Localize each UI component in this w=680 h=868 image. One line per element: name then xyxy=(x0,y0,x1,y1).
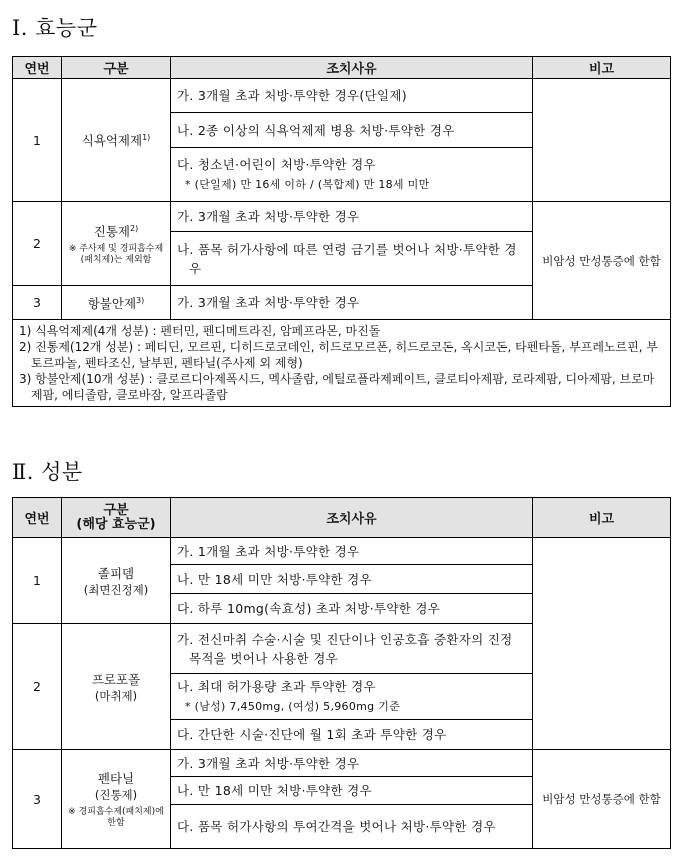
section2-title: Ⅱ. 성분 xyxy=(12,460,83,484)
efficacy-group-table xyxy=(12,56,671,407)
row-category xyxy=(62,750,171,849)
row-category xyxy=(62,79,171,202)
category-sub: (진통제) xyxy=(94,788,138,802)
row-no: 2 xyxy=(13,202,62,286)
header-remark: 비고 xyxy=(533,57,671,79)
header-reason: 조치사유 xyxy=(171,498,533,538)
footnote-ref: 1) xyxy=(142,132,151,142)
footnote-2: 2) 진통제(12개 성분) : 페티딘, 모르핀, 디히드로코데인, 히드로모르폰, 히드로코돈, 옥시코돈, 타펜타돌, 부프레노르핀, 부토르파놀, 펜타조신, 날부핀, 펜타닐(주사제 외 제형) xyxy=(19,340,658,370)
header-remark: 비고 xyxy=(533,498,671,538)
remark-cell: 비암성 만성통증에 한함 xyxy=(533,202,671,320)
reason-cell xyxy=(171,232,533,286)
table-header-row xyxy=(13,498,671,538)
row-category xyxy=(62,286,171,320)
category-label: 프로포폴 xyxy=(91,671,141,687)
footnote-ref: 2) xyxy=(130,223,139,233)
header-no: 연번 xyxy=(13,57,62,79)
category-sub: (최면진정제) xyxy=(83,582,149,597)
reason-cell: 가. 3개월 초과 처방·투약한 경우 xyxy=(171,750,533,777)
header-category: 구분 xyxy=(62,57,171,79)
header-reason: 조치사유 xyxy=(171,57,533,79)
reason-cell: 가. 3개월 초과 처방·투약한 경우 xyxy=(171,286,533,320)
ingredient-table xyxy=(12,497,671,849)
footnote-3: 3) 항불안제(10개 성분) : 클로르디아제폭시드, 멕사졸람, 에틸로플라제페이트, 클로티아제팜, 로라제팜, 디아제팜, 브로마제팜, 에티졸람, 클로바잠, 알프라졸람 xyxy=(19,372,655,402)
reason-cell: 다. 간단한 시술·진단에 월 1회 초과 투약한 경우 xyxy=(171,720,533,750)
category-note: ※ 주사제 및 경피흡수제(패치제)는 제외함 xyxy=(68,243,164,265)
category-label: 진통제 xyxy=(93,223,130,239)
footnote-1: 1) 식욕억제제(4개 성분) : 펜터민, 펜디메트라진, 암페프라몬, 마진돌 xyxy=(19,324,381,338)
reason-note: * (단일제) 만 16세 이하 / (복합제) 만 18세 미만 xyxy=(185,178,430,191)
category-label: 졸피뎀 xyxy=(97,565,135,581)
table-row xyxy=(13,538,671,565)
header-category xyxy=(62,498,171,538)
header-category-sub: (해당 효능군) xyxy=(76,516,156,532)
reason-cell xyxy=(171,148,533,202)
reason-cell: 나. 만 18세 미만 처방·투약한 경우 xyxy=(171,777,533,805)
category-label: 항불안제 xyxy=(87,295,137,311)
footnote-ref: 3) xyxy=(136,295,145,305)
footnotes xyxy=(13,320,671,407)
reason-cell: 가. 3개월 초과 처방·투약한 경우(단일제) xyxy=(171,79,533,113)
row-category xyxy=(62,624,171,750)
reason-cell: 가. 1개월 초과 처방·투약한 경우 xyxy=(171,538,533,565)
category-note: ※ 경피흡수제(패치제)에 한함 xyxy=(68,807,164,828)
reason-cell: 나. 만 18세 미만 처방·투약한 경우 xyxy=(171,565,533,594)
row-category xyxy=(62,202,171,286)
row-no: 1 xyxy=(13,79,62,202)
remark-cell xyxy=(533,79,671,202)
row-category xyxy=(62,538,171,624)
header-category-label: 구분 xyxy=(103,502,129,518)
remark-cell: 비암성 만성통증에 한함 xyxy=(533,750,671,849)
row-no: 2 xyxy=(13,624,62,750)
reason-text: 나. 최대 허가용량 초과 투약한 경우 xyxy=(177,679,376,694)
reason-cell xyxy=(171,674,533,720)
row-no: 3 xyxy=(13,750,62,849)
reason-note: * (남성) 7,450mg, (여성) 5,960mg 기준 xyxy=(185,700,401,713)
table-row xyxy=(13,202,671,232)
reason-text: 나. 품목 허가사항에 따른 연령 금기를 벗어나 처방·투약한 경우 xyxy=(177,241,517,276)
remark-cell xyxy=(533,538,671,750)
category-label: 펜타닐 xyxy=(97,771,135,786)
table-row xyxy=(13,750,671,777)
section1-title: Ⅰ. 효능군 xyxy=(12,16,98,40)
reason-cell: 나. 2종 이상의 식욕억제제 병용 처방·투약한 경우 xyxy=(171,113,533,148)
reason-cell: 가. 3개월 초과 처방·투약한 경우 xyxy=(171,202,533,232)
footnote-row xyxy=(13,320,671,407)
row-no: 3 xyxy=(13,286,62,320)
reason-cell xyxy=(171,805,533,849)
reason-cell: 다. 하루 10mg(속효성) 초과 처방·투약한 경우 xyxy=(171,594,533,624)
category-label: 식욕억제제 xyxy=(81,133,143,148)
reason-text: 다. 청소년·어린이 처방·투약한 경우 xyxy=(177,157,376,172)
category-sub: (마취제) xyxy=(94,688,138,703)
reason-cell xyxy=(171,624,533,674)
reason-text: 가. 전신마취 수술·시술 및 진단이나 인공호흡 중환자의 진정 목적을 벗어나 사용한 경우 xyxy=(177,631,513,666)
row-no: 1 xyxy=(13,538,62,624)
table-row xyxy=(13,79,671,113)
reason-text: 다. 품목 허가사항의 투여간격을 벗어나 처방·투약한 경우 xyxy=(177,819,496,834)
table-header-row xyxy=(13,57,671,79)
header-no: 연번 xyxy=(13,498,62,538)
